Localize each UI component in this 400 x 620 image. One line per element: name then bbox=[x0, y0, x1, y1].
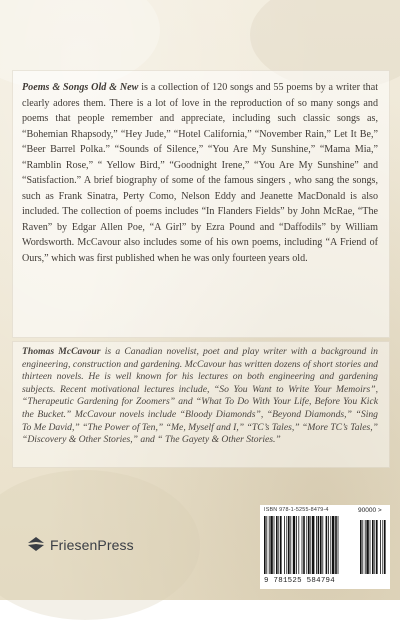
barcode-icon bbox=[260, 516, 390, 576]
friesenpress-logo-icon bbox=[26, 535, 46, 555]
publisher-name: FriesenPress bbox=[50, 537, 134, 553]
barcode-digits: 9 781525 584794 bbox=[264, 577, 336, 585]
bio-text: is a Canadian novelist, poet and play writer with a background in engineering, construction and gardening. McCavour has written dozens of short stories and thirteen novels. He is well known for his lectures on both engineering and gardening subjects. Recent motivational lectures include, “So You Want to Write Your Memoirs”, “Therapeutic Gardening for Zoomers” and “What To Do With Your Life, Before You Kick the Bucket.” McCavour novels include “Bloody Diamonds”, “Beyond Diamonds,” “Sing To Me David,” “The Power of Ten,” “Me, Myself and I,” “TC’s Tales,” “More TC’s Tales,” “Discovery & Other Stories,” and “ The Gayety & Other Stories.” bbox=[22, 346, 378, 446]
blurb-paragraph bbox=[22, 80, 378, 267]
author-bio-paragraph bbox=[22, 346, 378, 447]
author-name: Thomas McCavour bbox=[22, 346, 101, 357]
book-title: Poems & Songs Old & New bbox=[22, 82, 139, 93]
isbn-text: ISBN 978-1-5255-8479-4 bbox=[264, 507, 329, 513]
price-code: 90000 > bbox=[358, 507, 382, 514]
blurb-text: is a collection of 120 songs and 55 poems by a writer that clearly adores them. There is a lot of love in the reproduction of so many songs and poems that people remember and appreciate, including such classic songs as, “Bohemian Rhapsody,” “Hey Jude,” “Hotel California,” “November Rain,” Let It Be,” “Beer Barrel Polka.” “Sounds of Silence,” “You Are My Sunshine,” “Mama Mia,” “Ramblin Rose,” “ Yellow Bird,” “Goodnight Irene,” “You Are My Sunshine” and “Satisfaction.” A brief biography of some of the famous singers , who sang the songs, such as Frank Sinatra, Perty Como, Nelson Eddy and Jeanette MacDonald is also included. The collection of poems includes “In Flanders Fields” by John McRae, “The Raven” by Edgar Allen Poe, “A Girl” by Ezra Pound and “Daffodils” by William Wordsworth. McCavour also includes some of his own poems, including “A Friend of Ours,” which was first published when he was only fourteen years old. bbox=[22, 82, 378, 265]
barcode-label bbox=[260, 505, 390, 589]
publisher-logo bbox=[26, 533, 134, 557]
